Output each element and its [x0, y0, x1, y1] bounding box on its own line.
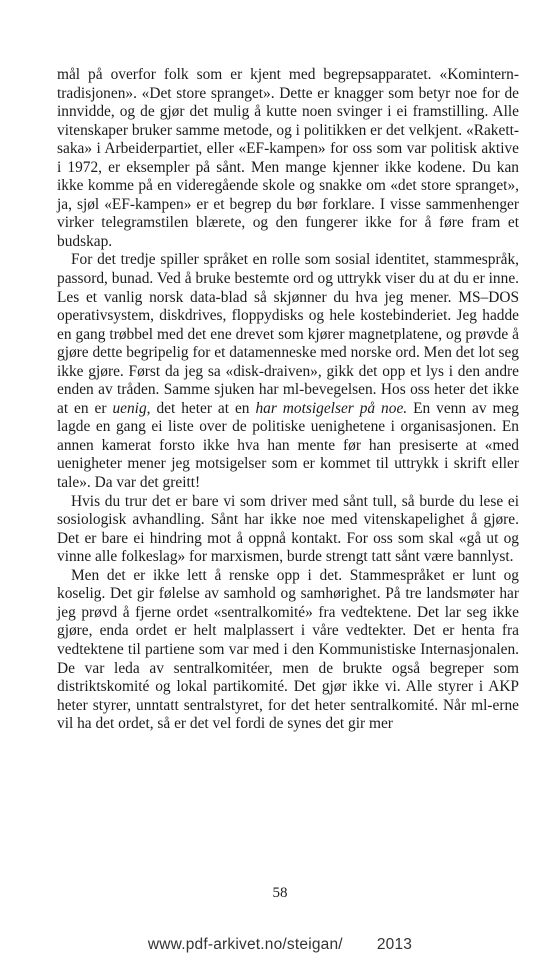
text-run: det heter at en [150, 399, 256, 417]
paragraph [57, 567, 519, 734]
footer-year: 2013 [376, 936, 413, 953]
text-run: Men det er ikke lett å renske opp i det. Stammespråket er lunt og koselig. Det gir følelse av samhold og samhørighet. På tre landsmøter har jeg prøvd å fjerne ordet «sentralkomité» fra vedtektene. Det lar seg ikke gjøre, enda ordet er helt malplassert i våre vedtekter. Det er henta fra vedtektene til partiene som var med i den Kommunistiske Internasjonalen. De var leda av sentralkomitéer, men de brukte også begreper som distriktskomité og lokal partikomité. Det gjør ikke vi. Alle styrer i AKP heter styrer, unntatt sentralstyret, for det heter sentralkomité. Når ml-erne vil ha det ordet, så er det vel fordi de synes det gir mer [57, 566, 519, 733]
italic-phrase: uenig, [112, 399, 151, 417]
paragraph [57, 251, 519, 492]
text-run: En venn av meg lagde en gang ei liste over de politiske uenighetene i organisasjonen. En annen kamerat forsto ikke hva han mente før han presiserte at «med uenigheter mener jeg motsigelser som er kommet til uttrykk i skrift eller tale». Da var det greitt! [57, 399, 519, 492]
footer [0, 936, 560, 954]
footer-source-url[interactable]: www.pdf-arkivet.no/steigan/ [147, 936, 343, 953]
paragraph [57, 66, 519, 251]
text-run: mål på overfor folk som er kjent med begrepsapparatet. «Komintern-tradisjonen». «Det store spranget». Dette er knagger som betyr noe for de innvidde, og de gjør det mulig å kutte noen svinger i ei framstilling. Alle vitenskaper bruker samme metode, og i politikken er det velkjent. «Rakett-saka» i Arbeiderpartiet, eller «EF-kampen» for oss som var politisk aktive i 1972, er eksempler på sånt. Men mange kjenner ikke kodene. Du kan ikke komme på en videregående skole og snakke om «det store spranget», ja, sjøl «EF-kampen» er et begrep du bør forklare. I visse sammenhenger virker telegramstilen blærete, og den fungerer ikke for å føre fram et budskap. [57, 66, 519, 250]
paragraph [57, 493, 519, 567]
page-number: 58 [272, 885, 288, 901]
italic-phrase: har motsigelser på noe. [255, 399, 408, 417]
text-run: For det tredje spiller språket en rolle som sosial identitet, stammespråk, passord, bunad. Ved å bruke bestemte ord og uttrykk viser du at du er inne. Les et vanlig norsk data-blad så skjønner du hva jeg mener. MS–DOS operativsystem, diskdrives, floppydisks og hele kostebinderiet. Jeg hadde en gang trøbbel med det ene drevet som kjører magnetplatene, og prøvde å gjøre dette begripelig for et datamenneske med norske ord. Men det lot seg ikke gjøre. Først da jeg sa «disk-draiven», gikk det opp et lys i den andre enden av tråden. Samme sjuken har ml-bevegelsen. Hos oss heter det ikke at en er [57, 251, 519, 417]
text-run: Hvis du trur det er bare vi som driver med sånt tull, så burde du lese ei sosiologisk avhandling. Sånt har ikke noe med vitenskapelighet å gjøre. Det er bare ei hindring mot å oppnå kontakt. For oss som skal «gå ut og vinne alle folkeslag» for marxismen, burde strengt tatt sånt være bannlyst. [57, 492, 519, 566]
page-body [57, 66, 519, 734]
